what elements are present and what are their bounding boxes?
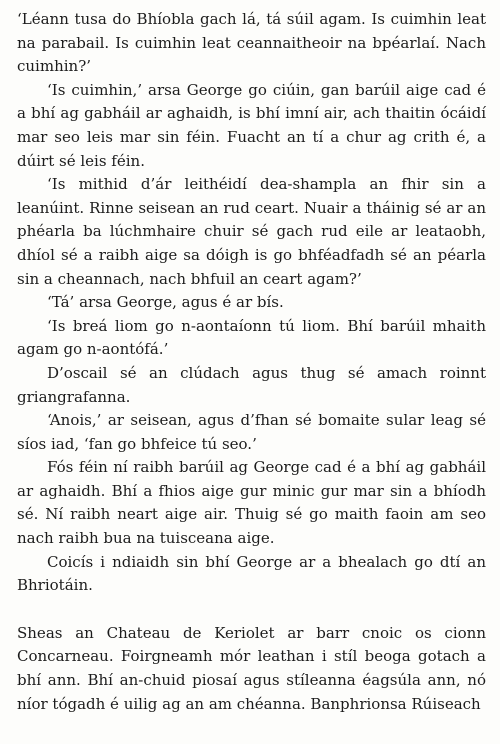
paragraph-3: ‘Is mithid d’ár leithéidí dea-shampla an fhir sin a leanúint. Rinne seisean an rud ceart. Nuair a tháinig sé ar an phéarla ba lúchmhaire chuir sé gach rud eile ar leataobh, dhíol sé a raibh aige sa dóigh is go bhféadfadh sé an péarla sin a cheannach, nach bhfuil an ceart agam?’	[17, 175, 486, 288]
paragraph-9: Coicís i ndiaidh sin bhí George ar a bhealach go dtí an Bhriotáin.	[17, 552, 486, 595]
paragraph-4: ‘Tá’ arsa George, agus é ar bís.	[47, 293, 284, 312]
section-break	[17, 598, 486, 622]
paragraph-1: ‘Léann tusa do Bhíobla gach lá, tá súil agam. Is cuimhin leat na parabail. Is cuimhin leat ceannaitheoir na bpéarlaí. Nach cuimhin?’	[17, 10, 486, 76]
paragraph-6: D’oscail sé an clúdach agus thug sé amach roinnt griangrafanna.	[17, 363, 486, 406]
paragraph-5: ‘Is breá liom go n-aontaíonn tú liom. Bhí barúil mhaith agam go n-aontófá.’	[17, 316, 486, 359]
paragraph-7: ‘Anois,’ ar seisean, agus d’fhan sé bomaite sular leag sé síos iad, ‘fan go bhfeice tú seo.’	[17, 411, 486, 453]
paragraph-10: Sheas an Chateau de Keriolet ar barr cnoic os cionn Concarneau. Foirgneamh mór leathan i stíl beoga gotach a bhí ann. Bhí an-chuid piosaí agus stíleanna éagsúla ann, nó níor tógadh é uilig ag an am chéanna. Banphrionsa Rúiseach	[17, 623, 486, 713]
paragraph-2: ‘Is cuimhin,’ arsa George go ciúin, gan barúil aige cad é a bhí ag gabháil ar aghaidh, is bhí imní air, ach thaitin ócáidí mar seo leis mar sin féin. Fuacht an tí a chur ag crith é, a dúirt sé leis féin.	[17, 80, 486, 170]
paragraph-8: Fós féin ní raibh barúil ag George cad é a bhí ag gabháil ar aghaidh. Bhí a fhios aige gur minic gur mar sin a bhíodh sé. Ní raibh neart aige air. Thuig sé go maith faoin am seo nach raibh bua na tuisceana aige.	[17, 458, 486, 548]
